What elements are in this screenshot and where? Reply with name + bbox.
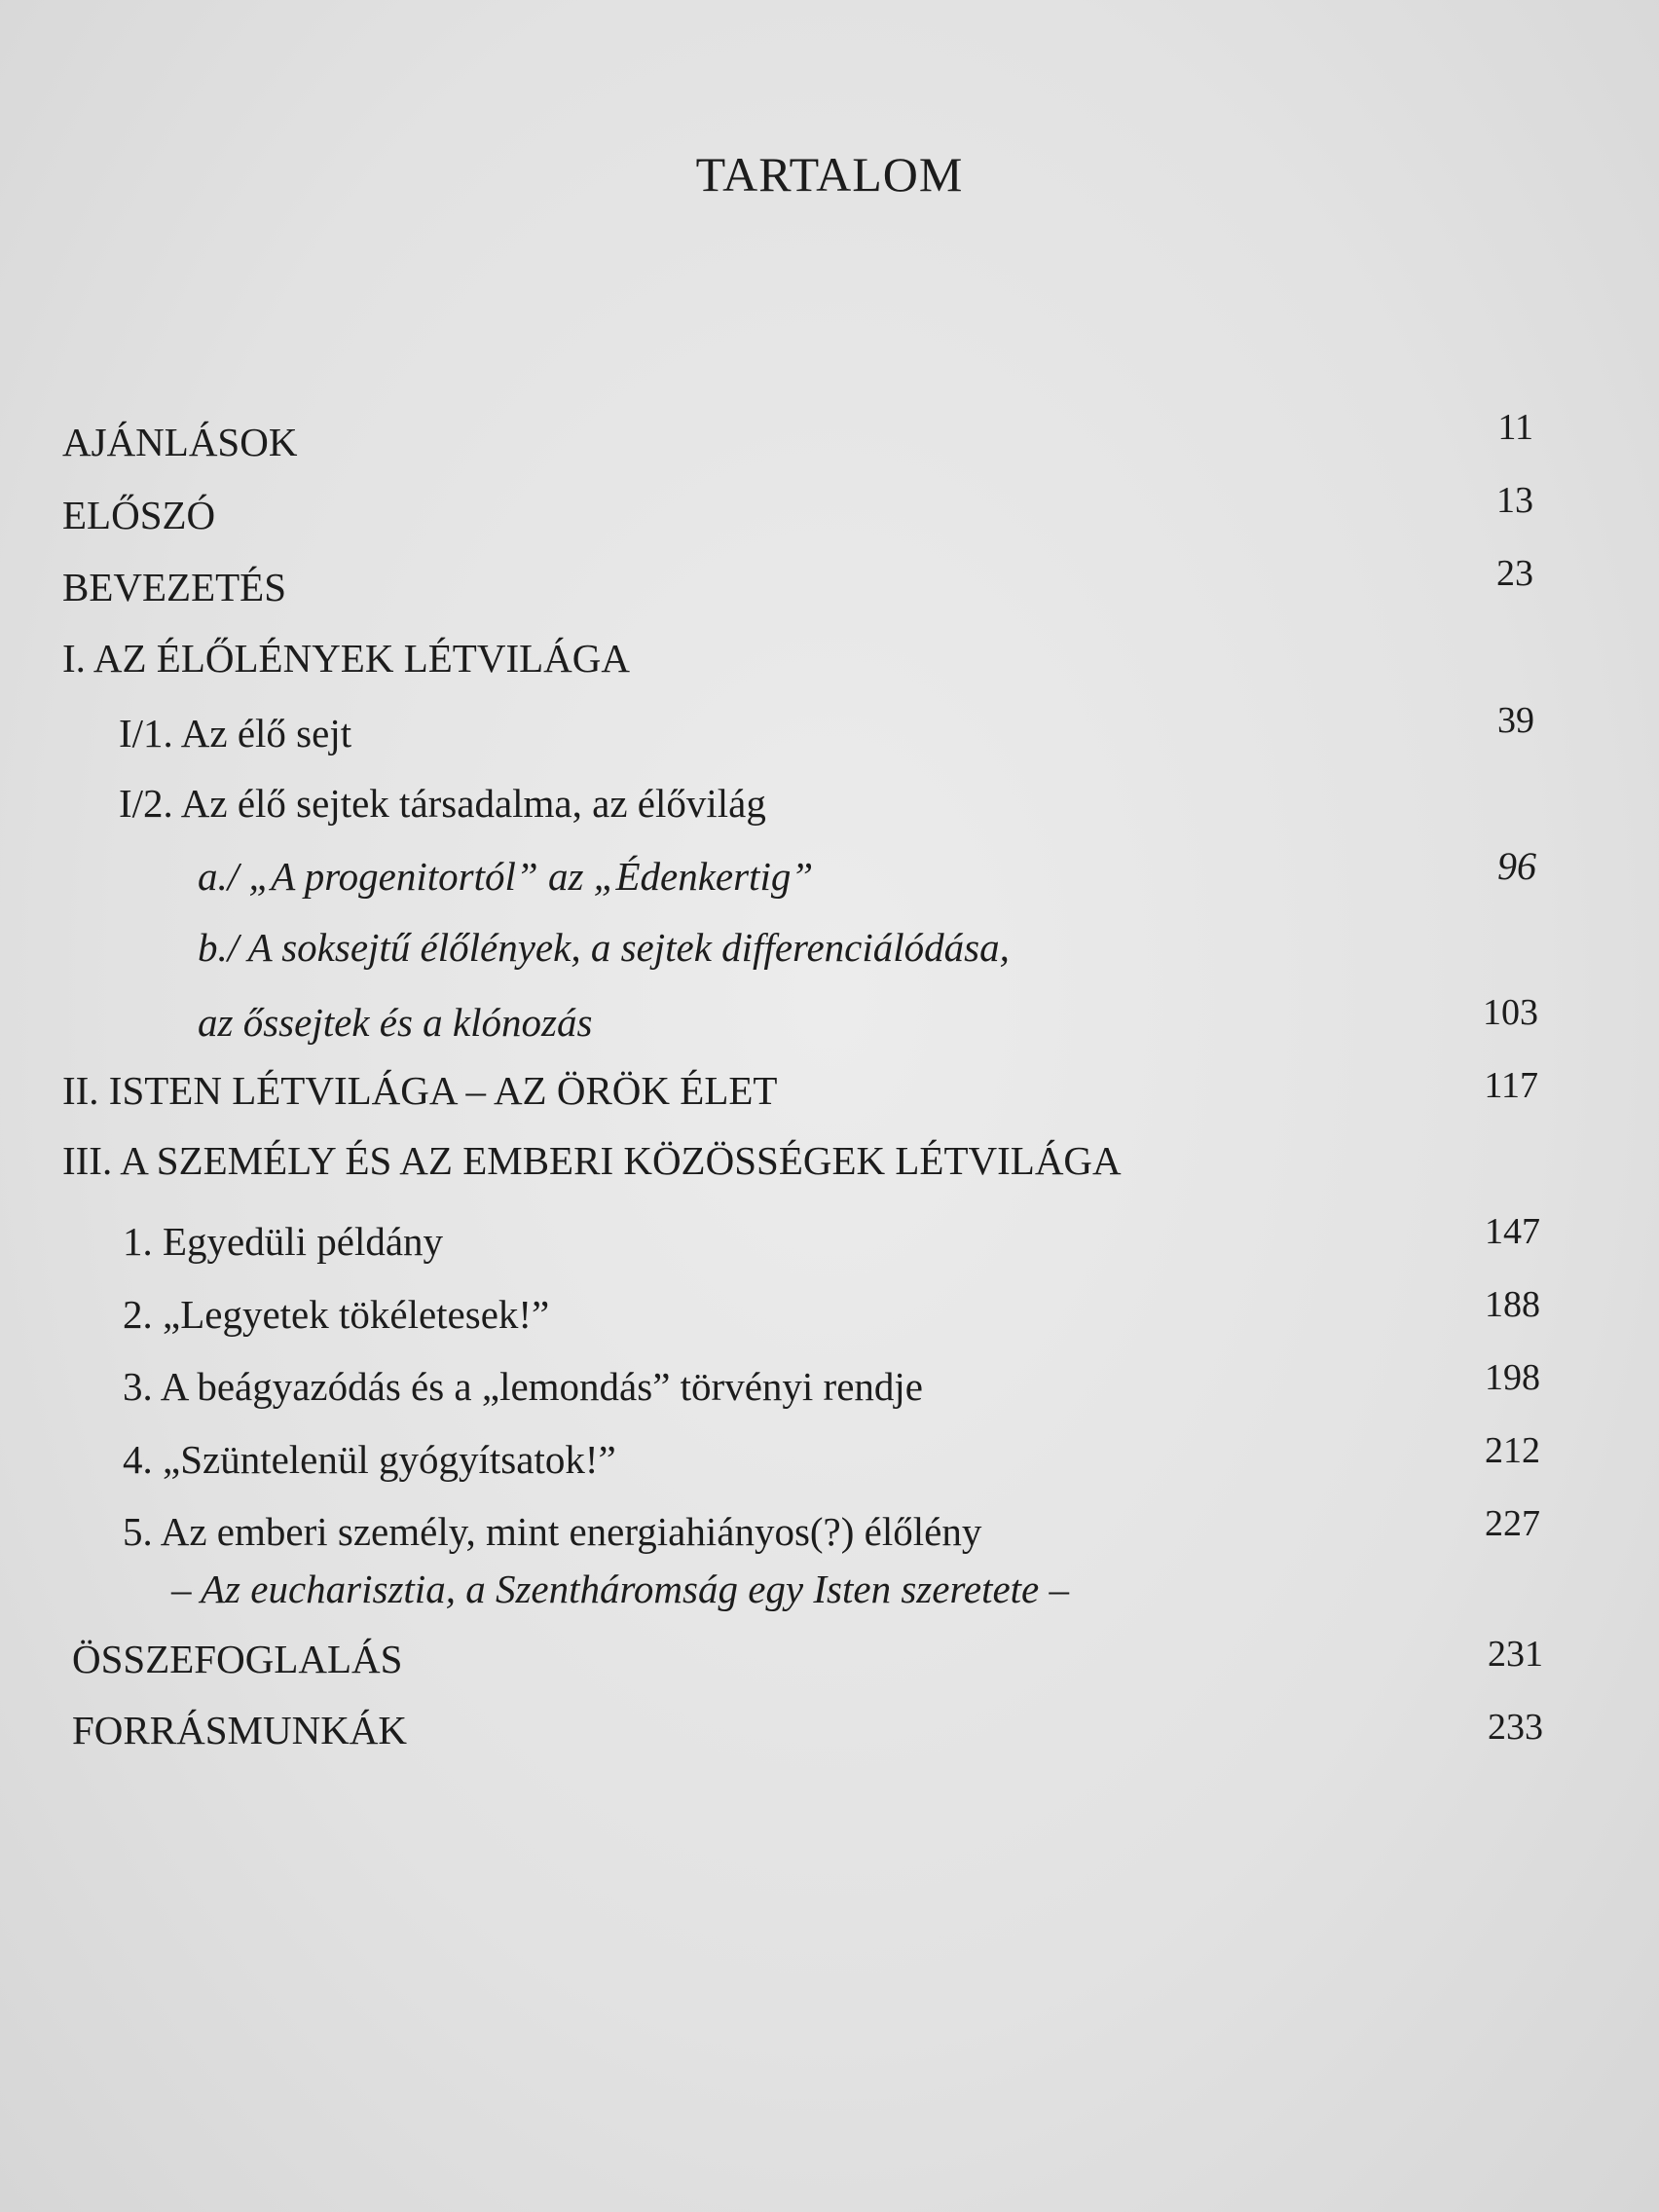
toc-entry-text: az őssejtek és a klónozás: [198, 1000, 593, 1045]
toc-entry-text: ELŐSZÓ: [62, 493, 216, 537]
toc-entry-page: 11: [1497, 407, 1533, 448]
toc-entry-page: 147: [1485, 1211, 1540, 1252]
toc-entry-page: 227: [1485, 1503, 1540, 1544]
toc-entry-text: I. AZ ÉLŐLÉNYEK LÉTVILÁGA: [62, 636, 630, 681]
toc-entry-text: ÖSSZEFOGLALÁS: [72, 1637, 403, 1681]
toc-entry-page: 231: [1488, 1634, 1543, 1675]
toc-entry-page: 233: [1488, 1707, 1543, 1748]
toc-entry-text: II. ISTEN LÉTVILÁGA – AZ ÖRÖK ÉLET: [62, 1068, 778, 1113]
toc-entry-text: 1. Egyedüli példány: [123, 1219, 444, 1264]
toc-entry-text: – Az eucharisztia, a Szentháromság egy Isten szeretete –: [171, 1567, 1069, 1611]
toc-entry-page: 39: [1497, 700, 1534, 741]
toc-entry-text: III. A SZEMÉLY ÉS AZ EMBERI KÖZÖSSÉGEK LÉTVILÁGA: [62, 1138, 1122, 1183]
toc-entry-page: 117: [1484, 1065, 1538, 1106]
toc-entry-text: I/1. Az élő sejt: [119, 711, 352, 756]
toc-entry-text: 5. Az emberi személy, mint energiahiányos(?) élőlény: [123, 1509, 982, 1554]
toc-entry-page: 212: [1485, 1430, 1540, 1471]
toc-entry-page: 198: [1485, 1357, 1540, 1398]
toc-entry-text: a./ „A progenitortól” az „Édenkertig”: [198, 854, 814, 899]
toc-entry-text: 2. „Legyetek tökéletesek!”: [123, 1292, 550, 1337]
toc-entry-text: I/2. Az élő sejtek társadalma, az élővilág: [119, 781, 766, 826]
toc-entry-text: 3. A beágyazódás és a „lemondás” törvényi rendje: [123, 1364, 923, 1409]
toc-entry-text: 4. „Szüntelenül gyógyítsatok!”: [123, 1437, 616, 1482]
toc-entry-page: 23: [1496, 553, 1533, 594]
toc-entry-text: FORRÁSMUNKÁK: [72, 1708, 408, 1752]
page-title: TARTALOM: [695, 147, 964, 202]
toc-entry-page: 13: [1496, 480, 1533, 521]
toc-entry-text: BEVEZETÉS: [62, 565, 287, 609]
toc-entry-text: b./ A soksejtű élőlények, a sejtek differenciálódása,: [198, 925, 1010, 970]
toc-entry-page: 103: [1483, 992, 1538, 1033]
toc-entry-page: 188: [1485, 1284, 1540, 1325]
toc-entry-page: 96: [1497, 844, 1536, 888]
toc-entry-text: AJÁNLÁSOK: [62, 420, 298, 464]
